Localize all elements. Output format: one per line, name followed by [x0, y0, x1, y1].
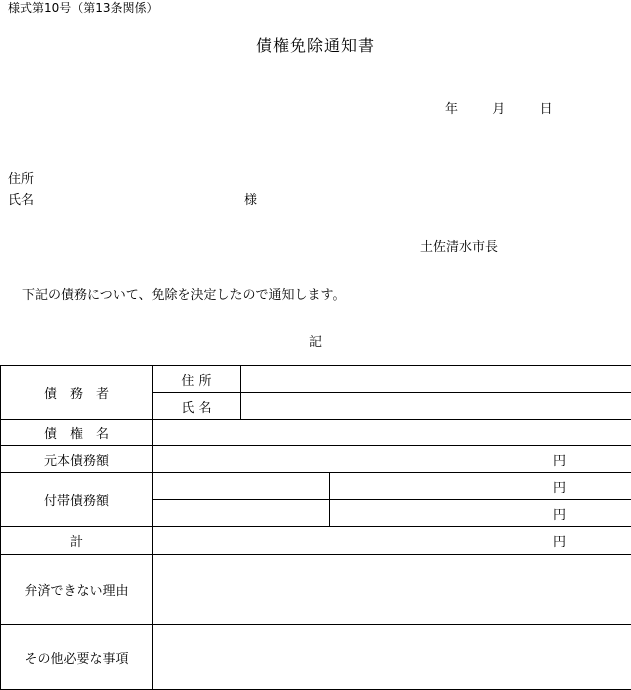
debtor-label: 債 務 者: [1, 366, 153, 420]
date-day: 日: [540, 103, 553, 116]
table-row: [1, 420, 631, 446]
debtor-address-value: [241, 366, 631, 393]
debtor-name-label: 氏 名: [153, 393, 241, 420]
table-row: [1, 473, 631, 500]
recipient-address-label: 住所: [8, 173, 34, 186]
ki-heading: 記: [0, 336, 631, 349]
body-text: 下記の債務について、免除を決定したので通知します。: [22, 289, 345, 302]
other-value: [153, 625, 631, 690]
incidental-label: 付帯債務額: [1, 473, 153, 527]
recipient-honorific: 様: [244, 194, 257, 207]
other-label: その他必要な事項: [1, 625, 153, 690]
principal-label: 元本債務額: [1, 446, 153, 473]
date-month: 月: [492, 103, 505, 116]
debtor-name-value: [241, 393, 631, 420]
table-row: [1, 625, 631, 690]
incidental-item-1: [153, 473, 330, 500]
issuer: 土佐清水市長: [420, 241, 498, 254]
table-row: [1, 555, 631, 625]
debtor-address-label: 住 所: [153, 366, 241, 393]
form-number: 様式第10号（第13条関係）: [8, 2, 159, 14]
principal-yen: 円: [153, 446, 631, 473]
reason-label: 弁済できない理由: [1, 555, 153, 625]
incidental-item-2: [153, 500, 330, 527]
claim-name-label: 債 権 名: [1, 420, 153, 446]
table-row: [1, 527, 631, 555]
recipient-name-label: 氏名: [8, 194, 34, 207]
incidental-yen-2: 円: [330, 500, 631, 527]
table-row: [1, 366, 631, 393]
claim-name-value: [153, 420, 631, 446]
date-line: [445, 103, 553, 116]
reason-value: [153, 555, 631, 625]
document-title: 債権免除通知書: [0, 38, 631, 54]
date-year: 年: [445, 103, 458, 116]
debt-table: [0, 365, 631, 690]
table-row: [1, 446, 631, 473]
incidental-yen-1: 円: [330, 473, 631, 500]
total-yen: 円: [153, 527, 631, 555]
total-label: 計: [1, 527, 153, 555]
